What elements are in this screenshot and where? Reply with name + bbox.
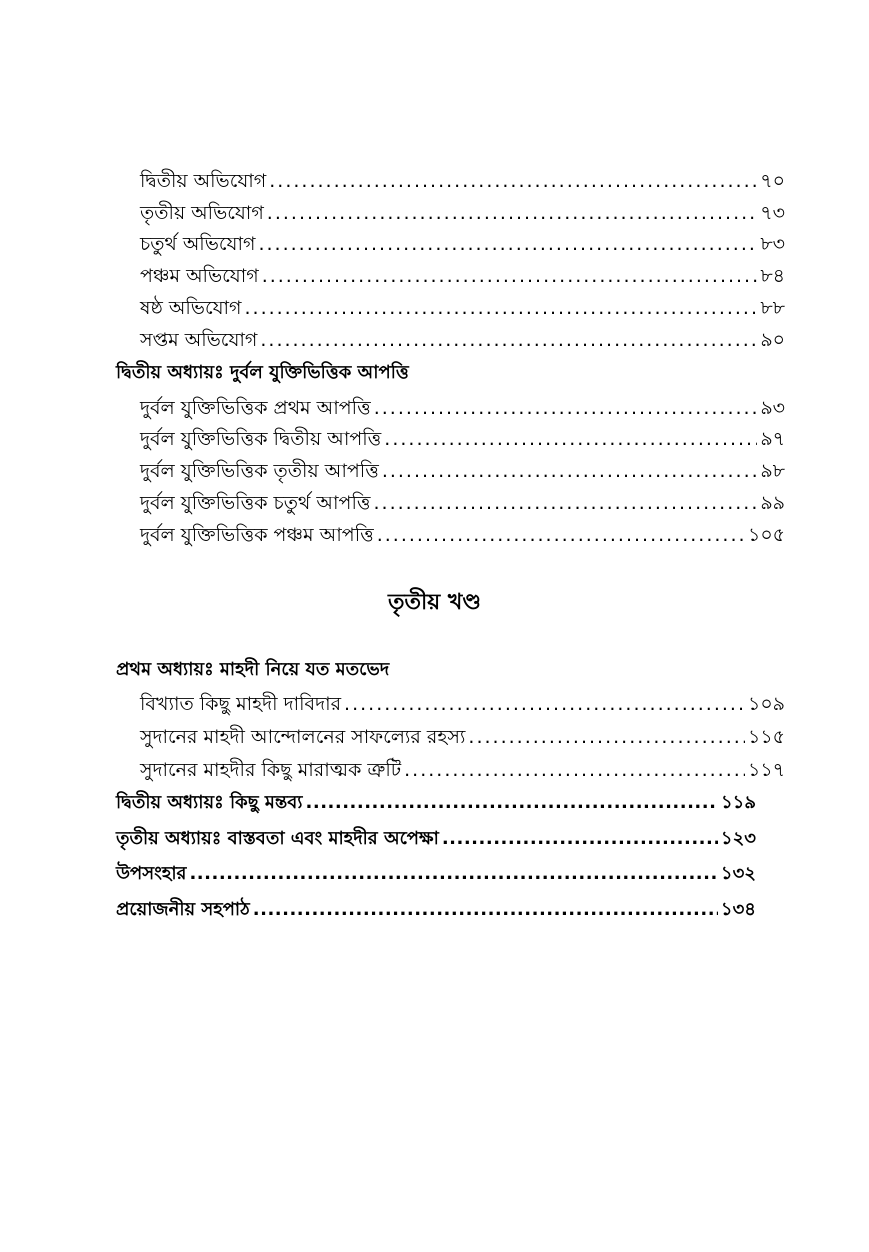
toc-entry <box>140 691 785 717</box>
toc-entry-page: ৮৪ <box>760 265 785 287</box>
dot-leader <box>244 295 757 321</box>
toc-entry-page: ৮৮ <box>760 297 785 319</box>
toc-entry <box>140 522 785 548</box>
toc-entry-title: দুর্বল যুক্তিভিত্তিক চতুর্থ আপত্তি <box>140 492 371 514</box>
toc-entry-title: তৃতীয় অধ্যায়ঃ বাস্তবতা এবং মাহদীর অপেক্ষা <box>116 828 439 849</box>
dot-leader <box>442 826 718 852</box>
toc-entry <box>140 458 785 484</box>
toc-entry-page: ৮৩ <box>760 233 785 255</box>
toc-entry-title: ষষ্ঠ অভিযোগ <box>140 297 242 319</box>
dot-leader <box>468 724 745 750</box>
dot-leader <box>189 861 717 887</box>
dot-leader <box>384 426 757 452</box>
dot-leader <box>373 490 757 516</box>
toc-entry-title: সুদানের মাহদী আন্দোলনের সাফল্যের রহস্য <box>140 726 466 748</box>
toc-entry-title: দুর্বল যুক্তিভিত্তিক প্রথম আপত্তি <box>140 397 371 419</box>
dot-leader <box>306 790 718 816</box>
toc-entry <box>140 327 785 353</box>
dot-leader <box>382 458 758 484</box>
toc-entry-title: দুর্বল যুক্তিভিত্তিক দ্বিতীয় আপত্তি <box>140 428 382 450</box>
toc-entry <box>140 231 785 257</box>
toc-entry-title: বিখ্যাত কিছু মাহদী দাবিদার <box>140 693 342 715</box>
toc-entry-page: ৭৩ <box>760 202 785 224</box>
chapter-heading: দ্বিতীয় অধ্যায়ঃ দুর্বল যুক্তিভিত্তিক আপত্তি <box>116 362 409 383</box>
toc-entry-page: ৯০ <box>760 329 785 351</box>
toc-entry <box>140 757 785 783</box>
toc-entry-page: ১৩২ <box>720 863 756 884</box>
toc-entry <box>140 426 785 452</box>
toc-chapter-entry <box>116 790 756 816</box>
toc-entry <box>140 724 785 750</box>
toc-entry-title: উপসংহার <box>116 863 187 884</box>
chapter-heading: প্রথম অধ্যায়ঃ মাহদী নিয়ে যত মতভেদ <box>116 659 390 680</box>
toc-entry <box>140 200 785 226</box>
dot-leader <box>253 897 718 923</box>
toc-entry-page: ১০৫ <box>747 524 785 546</box>
dot-leader <box>262 263 758 289</box>
toc-entry-page: ১২৩ <box>720 828 756 849</box>
toc-entry-title: সপ্তম অভিযোগ <box>140 329 258 351</box>
toc-chapter-entry <box>116 897 756 923</box>
part-title: তৃতীয় খণ্ড <box>387 590 482 615</box>
toc-entry-title: পঞ্চম অভিযোগ <box>140 265 259 287</box>
dot-leader <box>374 395 758 421</box>
toc-entry <box>140 295 785 321</box>
toc-entry <box>140 168 785 194</box>
toc-chapter-entry <box>116 826 756 852</box>
toc-entry-page: ৯৯ <box>760 492 785 514</box>
toc-entry <box>140 263 785 289</box>
toc-entry-page: ৯৭ <box>760 428 785 450</box>
toc-entry <box>140 490 785 516</box>
dot-leader <box>269 168 757 194</box>
toc-entry-page: ১৩৪ <box>720 899 756 920</box>
toc-entry-page: ৯৩ <box>760 397 785 419</box>
toc-chapter-entry <box>116 861 756 887</box>
toc-entry-title: তৃতীয় অভিযোগ <box>140 202 264 224</box>
dot-leader <box>258 231 757 257</box>
toc-entry <box>140 395 785 421</box>
dot-leader <box>404 757 745 783</box>
toc-entry-page: ৯৮ <box>760 460 785 482</box>
toc-entry-title: দুর্বল যুক্তিভিত্তিক তৃতীয় আপত্তি <box>140 460 379 482</box>
toc-entry-title: দ্বিতীয় অধ্যায়ঃ কিছু মন্তব্য <box>116 792 303 813</box>
dot-leader <box>377 522 745 548</box>
toc-entry-page: ১০৯ <box>747 693 785 715</box>
toc-entry-title: দুর্বল যুক্তিভিত্তিক পঞ্চম আপত্তি <box>140 524 374 546</box>
toc-entry-title: প্রয়োজনীয় সহপাঠ <box>116 899 250 920</box>
toc-entry-page: ১১৫ <box>748 726 785 748</box>
toc-entry-page: ৭০ <box>760 170 785 192</box>
toc-entry-page: ১১৯ <box>720 792 756 813</box>
toc-entry-title: দ্বিতীয় অভিযোগ <box>140 170 267 192</box>
dot-leader <box>267 200 758 226</box>
toc-entry-title: চতুর্থ অভিযোগ <box>140 233 256 255</box>
dot-leader <box>260 327 757 353</box>
dot-leader <box>344 691 745 717</box>
toc-entry-page: ১১৭ <box>747 759 785 781</box>
toc-entry-title: সুদানের মাহদীর কিছু মারাত্মক ত্রুটি <box>140 759 402 781</box>
